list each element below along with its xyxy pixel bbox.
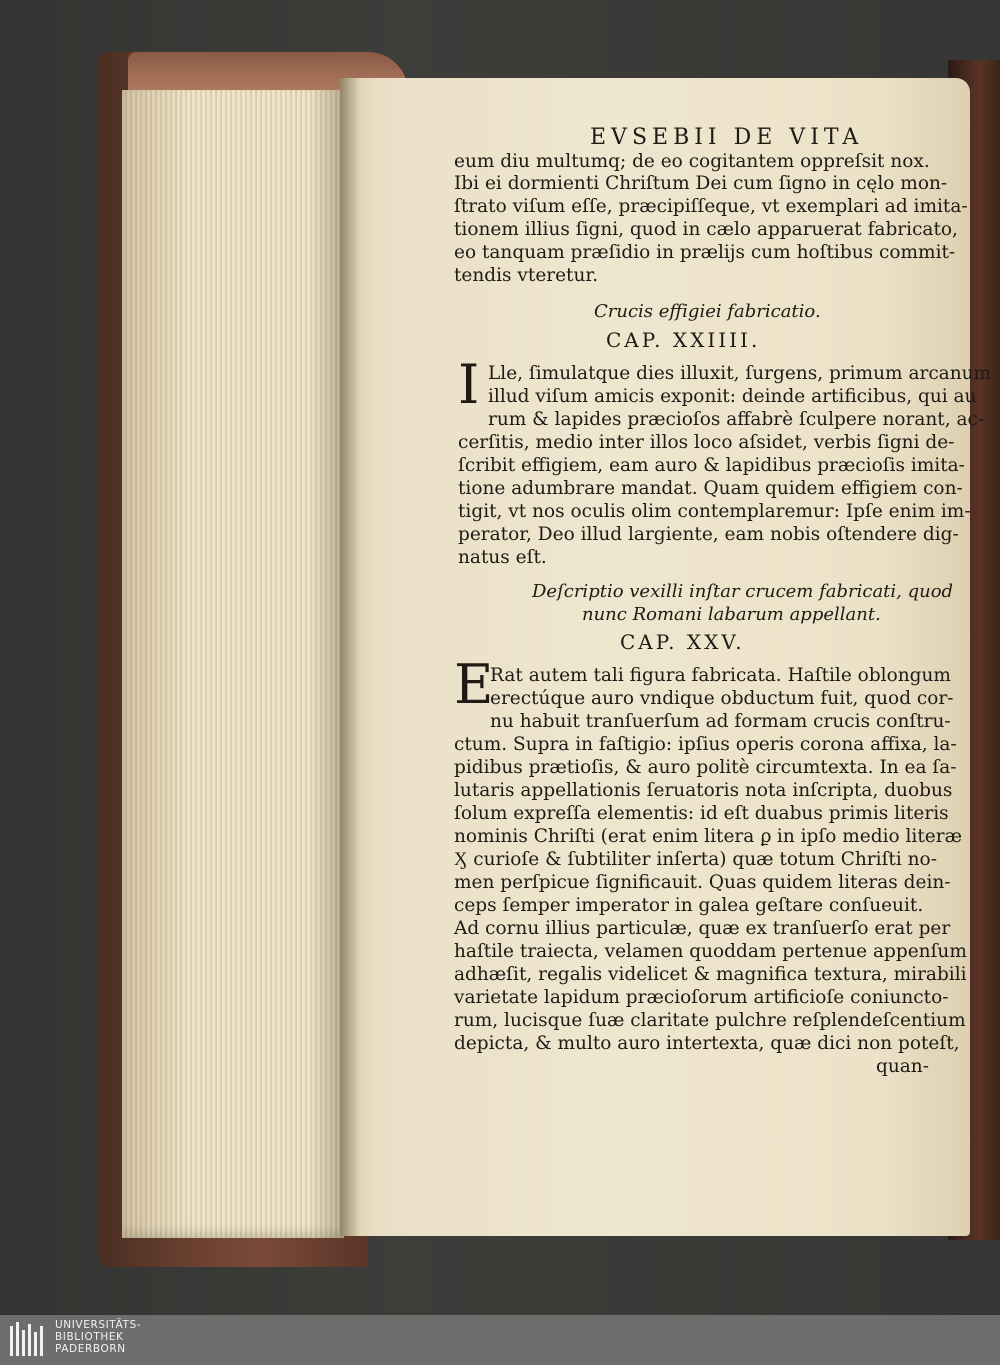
chapter-heading: CAP. XXIIII. xyxy=(606,328,761,352)
footer-bar xyxy=(0,1315,1000,1365)
text-line: perator, Deo illud largiente, eam nobis oſtendere dig- xyxy=(458,524,959,545)
section-title: Crucis effigiei fabricatio. xyxy=(594,301,821,322)
text-line: Rat autem tali figura fabricata. Haſtile oblongum xyxy=(490,665,951,686)
text-line: nu habuit tranſuerſum ad formam crucis conſtru- xyxy=(490,711,951,732)
section-title: nunc Romani labarum appellant. xyxy=(582,604,881,625)
drop-cap: E xyxy=(454,653,494,716)
text-line: pidibus prætioſis, & auro politè circumtexta. In ea ſa- xyxy=(454,757,957,778)
intro-line: tionem illius ſigni, quod in cælo apparuerat fabricato, xyxy=(454,219,958,240)
text-line: tione adumbrare mandat. Quam quidem effigiem con- xyxy=(458,478,963,499)
text-line: adhæſit, regalis videlicet & magnifica textura, mirabili xyxy=(454,964,967,985)
text-line: rum, lucisque ſuæ claritate pulchre reſplendeſcentium xyxy=(454,1010,966,1031)
library-logo-icon xyxy=(8,1320,48,1360)
page-edges-shade xyxy=(122,90,344,1238)
text-line: ctum. Supra in faſtigio: ipſius operis corona affixa, la- xyxy=(454,734,957,755)
library-name-line: UNIVERSITÄTS- xyxy=(55,1319,142,1331)
text-line: illud viſum amicis exponit: deinde artificibus, qui au xyxy=(488,386,977,407)
text-line: cerſitis, medio inter illos loco aſsidet, verbis ſigni de- xyxy=(458,432,955,453)
text-line: depicta, & multo auro intertexta, quæ dici non poteſt, xyxy=(454,1033,960,1054)
text-line: ſolum expreſſa elementis: id eſt duabus primis literis xyxy=(454,803,949,824)
intro-line: Ibi ei dormienti Chriſtum Dei cum ſigno in cęlo mon- xyxy=(454,173,948,194)
intro-line: ſtrato viſum eſſe, præcipiſſeque, vt exemplari ad imita- xyxy=(454,196,968,217)
library-name-line: PADERBORN xyxy=(55,1343,126,1355)
text-line: lutaris appellationis ſeruatoris nota inſcripta, duobus xyxy=(454,780,953,801)
text-line: men perſpicue ſignificauit. Quas quidem literas dein- xyxy=(454,872,951,893)
intro-line: eo tanquam præſidio in prælijs cum hoſtibus commit- xyxy=(454,242,956,263)
running-head: EVSEBII DE VITA xyxy=(590,125,864,150)
library-name xyxy=(55,1319,141,1355)
text-line: Ad cornu illius particulæ, quæ ex tranſuerſo erat per xyxy=(454,918,951,939)
section-title: Deſcriptio vexilli inſtar crucem fabricati, quod xyxy=(532,581,954,602)
text-line: ceps ſemper imperator in galea geſtare conſueuit. xyxy=(454,895,924,916)
drop-cap: I xyxy=(458,353,480,416)
text-line: natus eſt. xyxy=(458,547,547,568)
text-line: haſtile traiecta, velamen quoddam pertenue appenſum xyxy=(454,941,967,962)
page-gutter xyxy=(340,78,360,1236)
text-line: tigit, vt nos oculis olim contemplaremur: Ipſe enim im- xyxy=(458,501,971,522)
text-line: ſcribit effigiem, eam auro & lapidibus præcioſis imita- xyxy=(458,455,965,476)
text-line: Lle, ſimulatque dies illuxit, ſurgens, primum arcanum xyxy=(488,363,992,384)
intro-line: eum diu multumq; de eo cogitantem oppreſsit nox. xyxy=(454,151,930,172)
chapter-heading: CAP. XXV. xyxy=(620,630,745,654)
text-line: varietate lapidum præcioſorum artificioſe coniuncto- xyxy=(454,987,949,1008)
text-line: rum & lapides præcioſos affabrè ſculpere norant, ac- xyxy=(488,409,985,430)
text-line: erectúque auro vndique obductum fuit, quod cor- xyxy=(490,688,954,709)
catchword: quan- xyxy=(876,1056,929,1077)
text-line: Ӽ curioſe & ſubtiliter inſerta) quæ totum Chriſti no- xyxy=(454,849,937,870)
text-line: nominis Chriſti (erat enim litera ϼ in ipſo medio literæ xyxy=(454,826,962,847)
intro-line: tendis vteretur. xyxy=(454,265,599,286)
library-name-line: BIBLIOTHEK xyxy=(55,1331,124,1343)
